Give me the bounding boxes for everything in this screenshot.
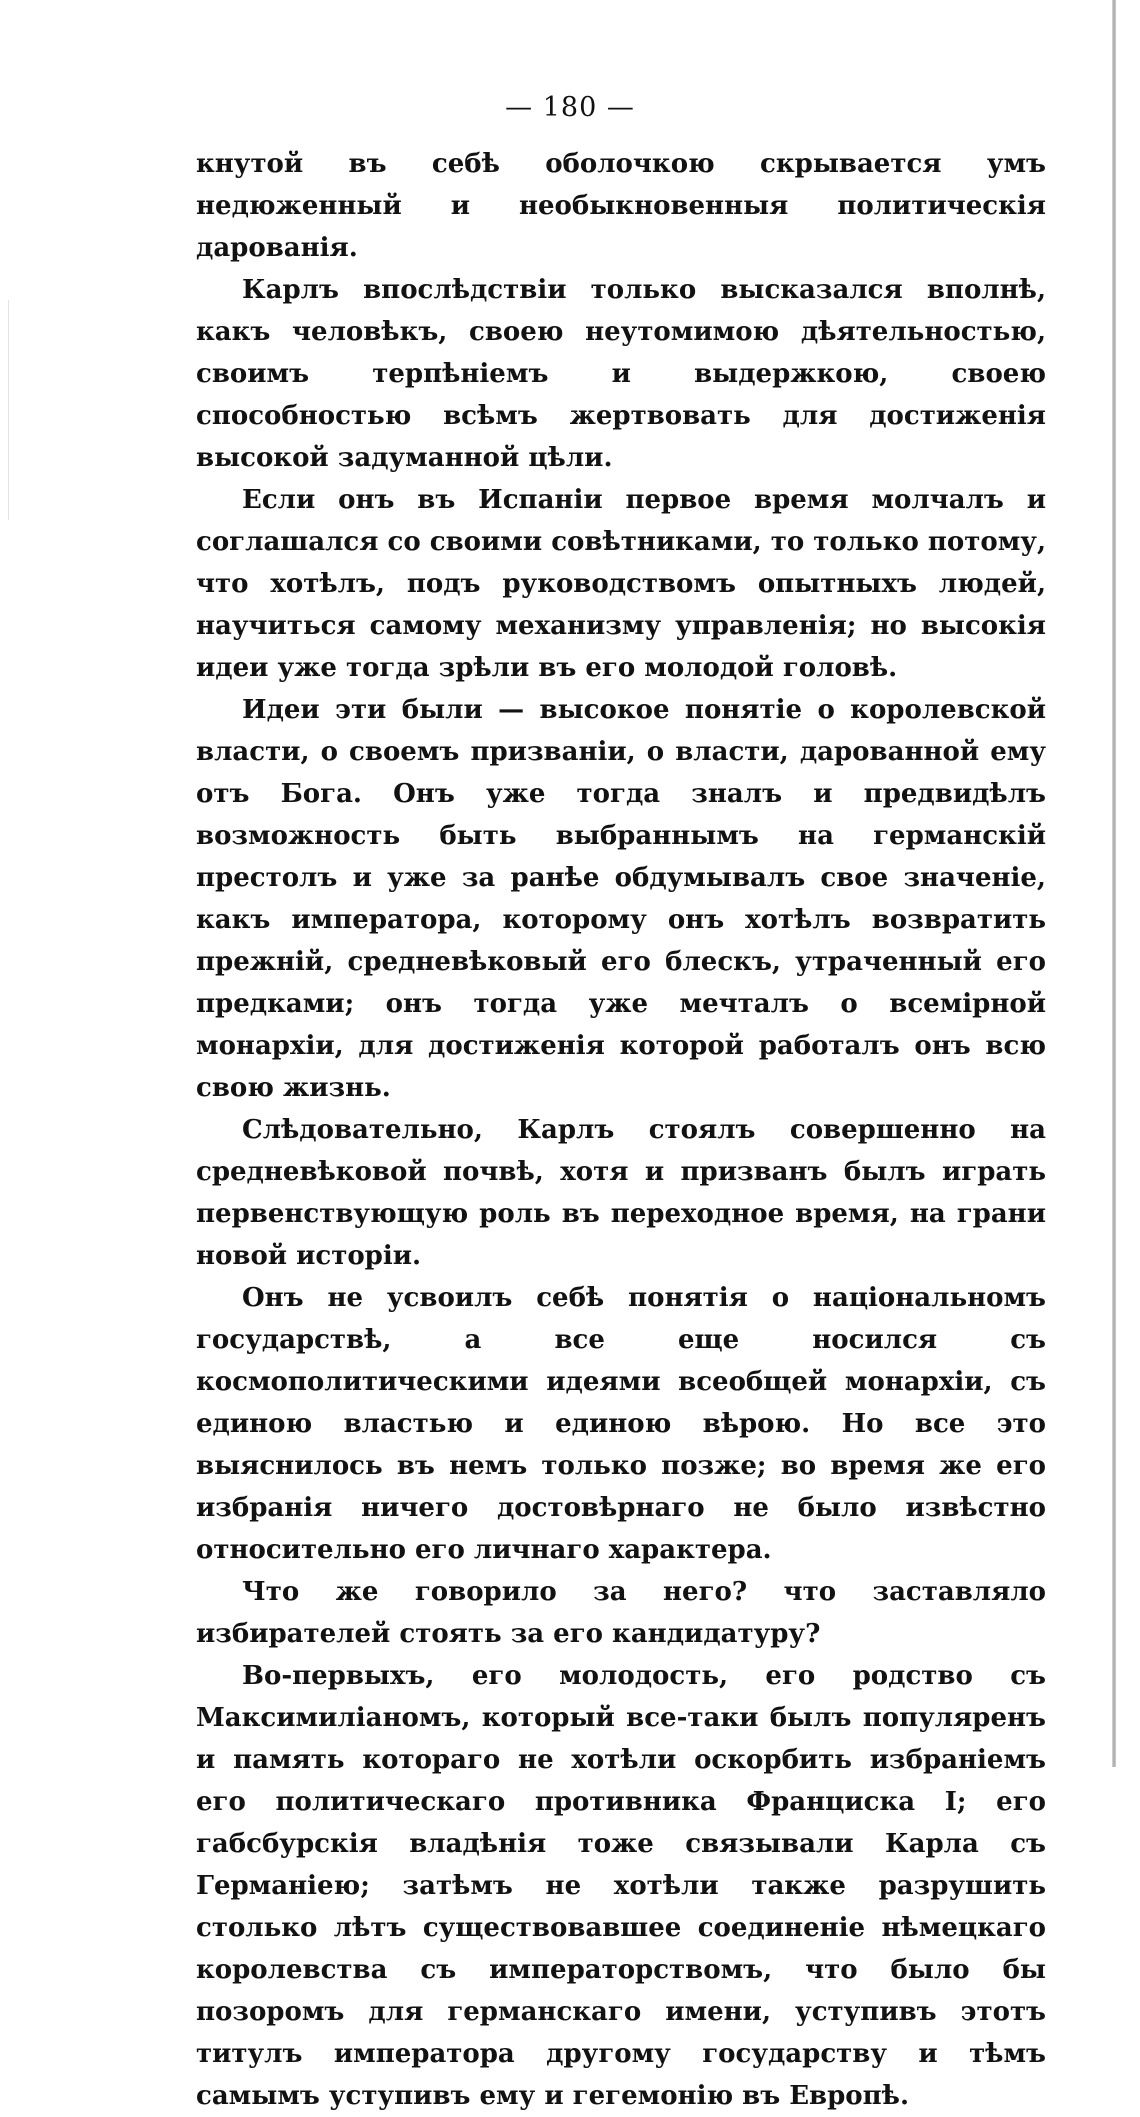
paragraph: Во-первыхъ, его молодость, его родство съ Максимиліаномъ, который все-таки былъ популяренъ и память котораго не хотѣли оскорбить избраніемъ его политическаго противника Франциска I; его габсбурскія владѣнія тоже связывали Карла съ Германіею; затѣмъ не хотѣли также разрушить столько лѣтъ существовавшее соединеніе нѣмецкаго королевства съ императорствомъ, что было бы позоромъ для германскаго имени, уступивъ этотъ титулъ императора другому государству и тѣмъ самымъ уступивъ ему и гегемонію въ Европѣ. (196, 1661, 1046, 2111)
paragraph: Слѣдовательно, Карлъ стоялъ совершенно на средневѣковой почвѣ, хотя и призванъ былъ играть первенствующую роль въ переходное время, на грани новой исторіи. (196, 1115, 1046, 1271)
body-text (196, 143, 1046, 2117)
paragraph-continuation: кнутой въ себѣ оболочкою скрывается умъ недюженный и необыкновенныя политическія дарованія. (196, 149, 1046, 263)
paragraph: Если онъ въ Испаніи первое время молчалъ и соглашался со своими совѣтниками, то только потому, что хотѣлъ, подъ руководствомъ опытныхъ людей, научиться самому механизму управленія; но высокія идеи уже тогда зрѣли въ его молодой головѣ. (196, 485, 1046, 683)
page-edge-mark (8, 300, 9, 520)
page-edge-shadow (1112, 0, 1116, 1767)
paragraph: Онъ не усвоилъ себѣ понятія о національномъ государствѣ, а все еще носился съ космополитическими идеями всеобщей монархіи, съ единою властью и единою вѣрою. Но все это выяснилось въ немъ только позже; во время же его избранія ничего достовѣрнаго не было извѣстно относительно его личнаго характера. (196, 1283, 1046, 1565)
paragraph: Идеи эти были — высокое понятіе о королевской власти, о своемъ призваніи, о власти, дарованной ему отъ Бога. Онъ уже тогда зналъ и предвидѣлъ возможность быть выбраннымъ на германскій престолъ и уже за ранѣе обдумывалъ свое значеніе, какъ императора, которому онъ хотѣлъ возвратить прежній, средневѣковый его блескъ, утраченный его предками; онъ тогда уже мечталъ о всемірной монархіи, для достиженія которой работалъ онъ всю свою жизнь. (196, 695, 1046, 1103)
paragraph: Что же говорило за него? что заставляло избирателей стоять за его кандидатуру? (196, 1577, 1046, 1649)
page-number: — 180 — (505, 92, 635, 123)
paragraph: Карлъ впослѣдствіи только высказался вполнѣ, какъ человѣкъ, своею неутомимою дѣятельностью, своимъ терпѣніемъ и выдержкою, своею способностью всѣмъ жертвовать для достиженія высокой задуманной цѣли. (196, 275, 1046, 473)
